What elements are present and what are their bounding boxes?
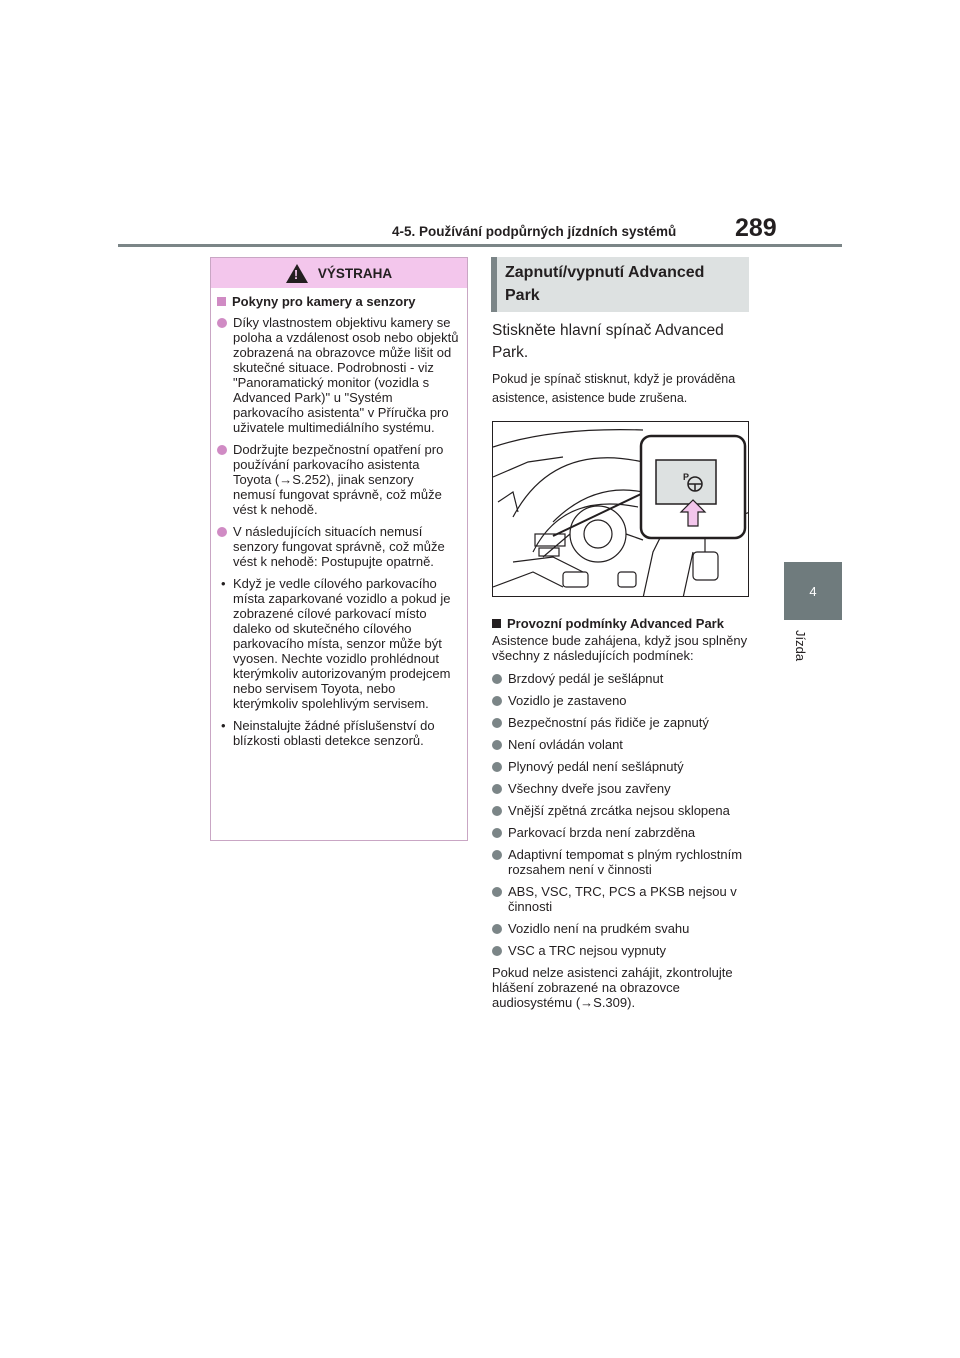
condition-text: Brzdový pedál je sešlápnut: [508, 671, 664, 686]
small-bullet-mark: •: [221, 718, 226, 733]
section-title: Zapnutí/vypnutí Advanced Park: [505, 264, 705, 304]
dot-bullet-icon: [492, 762, 502, 772]
warning-title: VÝSTRAHA: [317, 265, 393, 281]
chapter-tab: 4: [784, 562, 842, 620]
condition-text: VSC a TRC nejsou vypnuty: [508, 943, 666, 958]
dot-bullet-icon: [492, 740, 502, 750]
dot-bullet-icon: [492, 887, 502, 897]
condition-item: [492, 921, 754, 936]
warning-bullet: [217, 315, 459, 435]
warning-bullet: [217, 442, 459, 517]
condition-text: Vozidlo není na prudkém svahu: [508, 921, 690, 936]
section-heading-box: [491, 257, 749, 312]
warning-body: [211, 288, 467, 748]
dot-bullet-icon: [492, 696, 502, 706]
dot-bullet-icon: [217, 527, 227, 537]
condition-text: ABS, VSC, TRC, PCS a PKSB nejsou v činnosti: [508, 884, 737, 914]
warning-bullet-text: V následujících situacích nemusí senzory fungovat správně, což může vést k nehodě: Postupujte opatrně.: [233, 524, 445, 569]
chapter-label: [792, 630, 808, 680]
condition-text: Není ovládán volant: [508, 737, 623, 752]
header-rule: [118, 244, 842, 247]
condition-item: [492, 759, 754, 774]
warning-sub-bullet-text: Když je vedle cílového parkovacího místa zaparkované vozidlo a pokud je zobrazené cílové parkovací místo daleko od skutečného cílového parkovacího místa, senzor může být vyosen. Nechte vozidlo prohlédnout kterýmkoliv autorizovaným prodejcem nebo servisem Toyota, nebo kterýmkoliv spolehlivým servisem.: [233, 576, 451, 711]
dot-bullet-icon: [492, 924, 502, 934]
dot-bullet-icon: [492, 784, 502, 794]
warning-subhead-text: Pokyny pro kamery a senzory: [232, 294, 416, 309]
dot-bullet-icon: [492, 946, 502, 956]
step-text: Stiskněte hlavní spínač Advanced Park.: [492, 322, 724, 361]
dashboard-drawing: [493, 422, 749, 597]
dot-bullet-icon: [492, 828, 502, 838]
warning-box: [210, 257, 468, 841]
conditions-subhead-text: Provozní podmínky Advanced Park: [507, 616, 724, 631]
condition-text: Vnější zpětná zrcátka nejsou sklopena: [508, 803, 730, 818]
warning-bullet: [217, 524, 459, 569]
condition-item: [492, 781, 754, 796]
warning-sub-bullet: [217, 718, 459, 748]
condition-item: [492, 737, 754, 752]
park-switch-label: P: [683, 472, 690, 482]
conditions-block: [492, 614, 754, 1018]
small-bullet-mark: •: [221, 576, 226, 591]
dot-bullet-icon: [217, 445, 227, 455]
square-bullet-icon: [217, 297, 226, 306]
dot-bullet-icon: [492, 850, 502, 860]
warning-triangle-icon: [286, 264, 308, 283]
conditions-subhead: [492, 616, 754, 631]
dot-bullet-icon: [492, 806, 502, 816]
condition-text: Bezpečnostní pás řidiče je zapnutý: [508, 715, 709, 730]
condition-item: [492, 803, 754, 818]
condition-text: Parkovací brzda není zabrzděna: [508, 825, 696, 840]
warning-subhead: [217, 294, 459, 309]
conditions-intro: Asistence bude zahájena, když jsou splněny všechny z následujících podmínek:: [492, 633, 748, 663]
condition-item: [492, 693, 754, 708]
warning-bullet-text: Dodržujte bezpečnostní opatření pro používání parkovacího asistenta Toyota (→S.252), jinak senzory nemusí fungovat správně, což může vést k nehodě.: [233, 442, 444, 517]
warning-sub-bullet-text: Neinstalujte žádné příslušenství do blízkosti oblasti detekce senzorů.: [233, 718, 435, 748]
header-title: 4-5. Používání podpůrných jízdních systémů: [392, 224, 677, 239]
section-heading-bar: [491, 257, 497, 312]
warning-bullet-text: Díky vlastnostem objektivu kamery se poloha a vzdálenost osob nebo objektů zobrazená na obrazovce může lišit od skutečné situace. Podrobnosti - viz "Panoramatický monitor (vozidla s Advanced Park)" u "Systém parkovacího asistenta" v Příručka pro uživatele multimediálního systému.: [233, 315, 459, 435]
square-bullet-icon: [492, 619, 501, 628]
page-number: 289: [735, 214, 777, 242]
condition-item: [492, 943, 754, 958]
dot-bullet-icon: [492, 674, 502, 684]
dot-bullet-icon: [492, 718, 502, 728]
condition-item: [492, 847, 754, 877]
condition-text: Vozidlo je zastaveno: [508, 693, 627, 708]
condition-text: Adaptivní tempomat s plným rychlostním rozsahem není v činnosti: [508, 847, 743, 877]
conditions-outro: Pokud nelze asistenci zahájit, zkontrolujte hlášení zobrazené na obrazovce audiosystému (→S.309).: [492, 965, 733, 1010]
warning-sub-bullet: [217, 576, 459, 711]
note-text: Pokud je spínač stisknut, když je prováděna asistence, asistence bude zrušena.: [492, 372, 736, 405]
dot-bullet-icon: [217, 318, 227, 328]
condition-item: [492, 715, 754, 730]
chapter-label-text: Jízda: [793, 630, 808, 662]
condition-item: [492, 671, 754, 686]
warning-header: [211, 258, 467, 288]
dashboard-illustration: [492, 421, 749, 597]
condition-item: [492, 884, 754, 914]
condition-text: Všechny dveře jsou zavřeny: [508, 781, 671, 796]
condition-text: Plynový pedál není sešlápnutý: [508, 759, 684, 774]
condition-item: [492, 825, 754, 840]
